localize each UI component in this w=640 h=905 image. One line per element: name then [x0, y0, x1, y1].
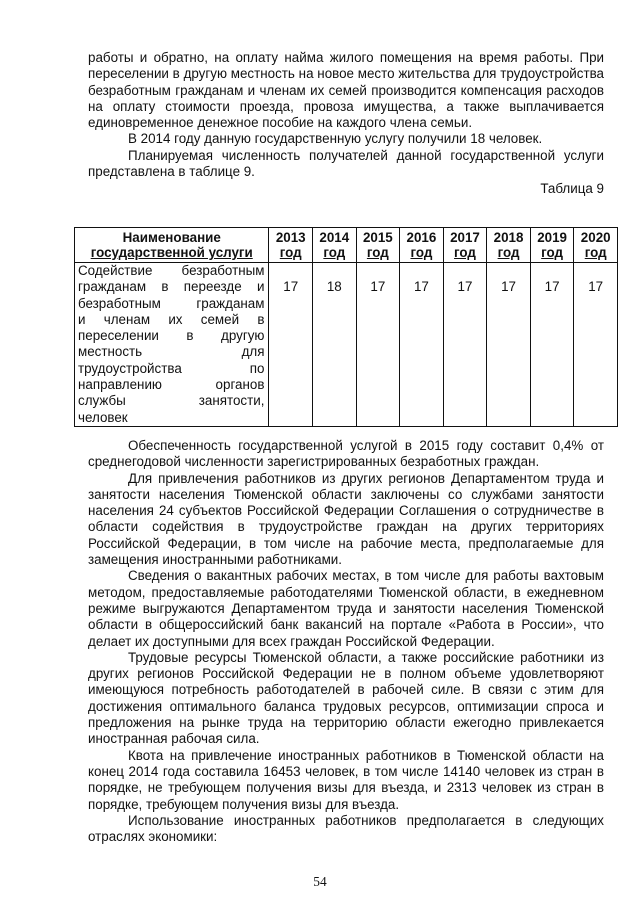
year-unit: год: [410, 245, 433, 260]
service-line: местность для: [78, 344, 265, 360]
header-name-line1: Наименование: [122, 230, 221, 245]
service-name-cell: [75, 263, 269, 427]
value-2014: 18: [313, 263, 357, 427]
header-year-2019: [530, 228, 574, 263]
header-year-2014: [313, 228, 357, 263]
service-line: направлению органов: [78, 377, 265, 393]
service-line: и членам их семей в: [78, 311, 265, 327]
paragraph-1: работы и обратно, на оплату найма жилого помещения на время работы. При переселении в другую местность на новое место жительства для трудоустройства безработным гражданам и членам их семей производится компенсация расходов на оплату стоимости проезда, провоза имущества, а также выплачивается единовременное денежное пособие на каждого члена семьи.: [88, 50, 604, 131]
header-year-2016: [400, 228, 444, 263]
year-unit: год: [541, 245, 564, 260]
service-line: человек: [78, 409, 128, 425]
paragraph-7: Трудовые ресурсы Тюменской области, а также российские работники из других регионов Российской Федерации не в полном объеме удовлетворяют имеющуюся потребность работодателей в рабочей силе. В связи с этим для достижения оптимального баланса трудовых ресурсов, оптимизации спроса и предложения на рынке труда на территорию области ежегодно привлекается иностранная рабочая сила.: [88, 649, 604, 747]
page-number: 54: [313, 874, 327, 889]
header-year-2013: [269, 228, 313, 263]
header-year-2017: [443, 228, 487, 263]
paragraph-8: Квота на привлечение иностранных работников в Тюменской области на конец 2014 года составила 16453 человек, в том числе 14140 человек из стран в порядке, не требующем получения визы для въезда, и 2313 человек из стран в порядке, требующем получения визы для въезда.: [88, 747, 604, 812]
table-header-row: [75, 228, 618, 263]
year-label: 2014: [319, 230, 350, 245]
table-row: [75, 263, 618, 427]
year-unit: год: [323, 245, 346, 260]
value-2013: 17: [269, 263, 313, 427]
service-line: службы занятости,: [78, 393, 265, 409]
paragraph-6: Сведения о вакантных рабочих местах, в том числе для работы вахтовым методом, предоставляемые работодателями Тюменской области, в ежедневном режиме выгружаются Департаментом труда и занятости населения Тюменской области в общероссийский банк вакансий на портале «Работа в России», что делает их доступными для всех граждан Российской Федерации.: [88, 568, 604, 649]
table-caption: Таблица 9: [540, 181, 604, 197]
year-unit: год: [366, 245, 389, 260]
header-service-name: [75, 228, 269, 263]
year-unit: год: [454, 245, 476, 260]
header-name-line2: государственной услуги: [90, 245, 253, 260]
year-label: 2018: [493, 230, 524, 245]
paragraph-5: Для привлечения работников из других регионов Департаментом труда и занятости населения Тюменской области заключены со службами занятости населения 24 субъектов Российской Федерации Соглашения о сотрудничестве в области содействия в трудоустройстве граждан на других территориях Российской Федерации, в том числе на рабочие места, предполагаемые для замещения иностранными работниками.: [88, 470, 604, 568]
service-line: трудоустройства по: [78, 360, 265, 376]
data-table: [74, 227, 618, 427]
year-label: 2013: [275, 230, 306, 245]
paragraph-3: Планируемая численность получателей данной государственной услуги представлена в таблице 9.: [88, 147, 604, 180]
year-label: 2015: [362, 230, 393, 245]
paragraph-9: Использование иностранных работников предполагается в следующих отраслях экономики:: [88, 812, 604, 845]
value-2019: 17: [530, 263, 574, 427]
value-2017: 17: [443, 263, 487, 427]
value-2015: 17: [356, 263, 400, 427]
value-2016: 17: [400, 263, 444, 427]
year-label: 2020: [580, 230, 611, 245]
service-line: Содействие безработным: [78, 263, 265, 278]
year-label: 2016: [406, 230, 437, 245]
year-label: 2019: [537, 230, 567, 245]
service-line: безработным гражданам: [78, 295, 265, 311]
value-2020: 17: [574, 263, 618, 427]
paragraph-2: В 2014 году данную государственную услугу получили 18 человек.: [128, 131, 543, 147]
value-2018: 17: [487, 263, 531, 427]
text-block-bottom: [88, 438, 604, 845]
service-line: переселении в другую: [78, 328, 265, 344]
year-label: 2017: [450, 230, 480, 245]
year-unit: год: [584, 245, 607, 260]
paragraph-4: Обеспеченность государственной услугой в 2015 году составит 0,4% от среднегодовой численности зарегистрированных безработных граждан.: [88, 438, 604, 470]
header-year-2018: [487, 228, 531, 263]
year-unit: год: [497, 245, 520, 260]
header-year-2015: [356, 228, 400, 263]
service-line: гражданам в переезде и: [78, 279, 265, 295]
header-year-2020: [574, 228, 618, 263]
year-unit: год: [279, 245, 302, 260]
text-block-top: [88, 50, 604, 198]
